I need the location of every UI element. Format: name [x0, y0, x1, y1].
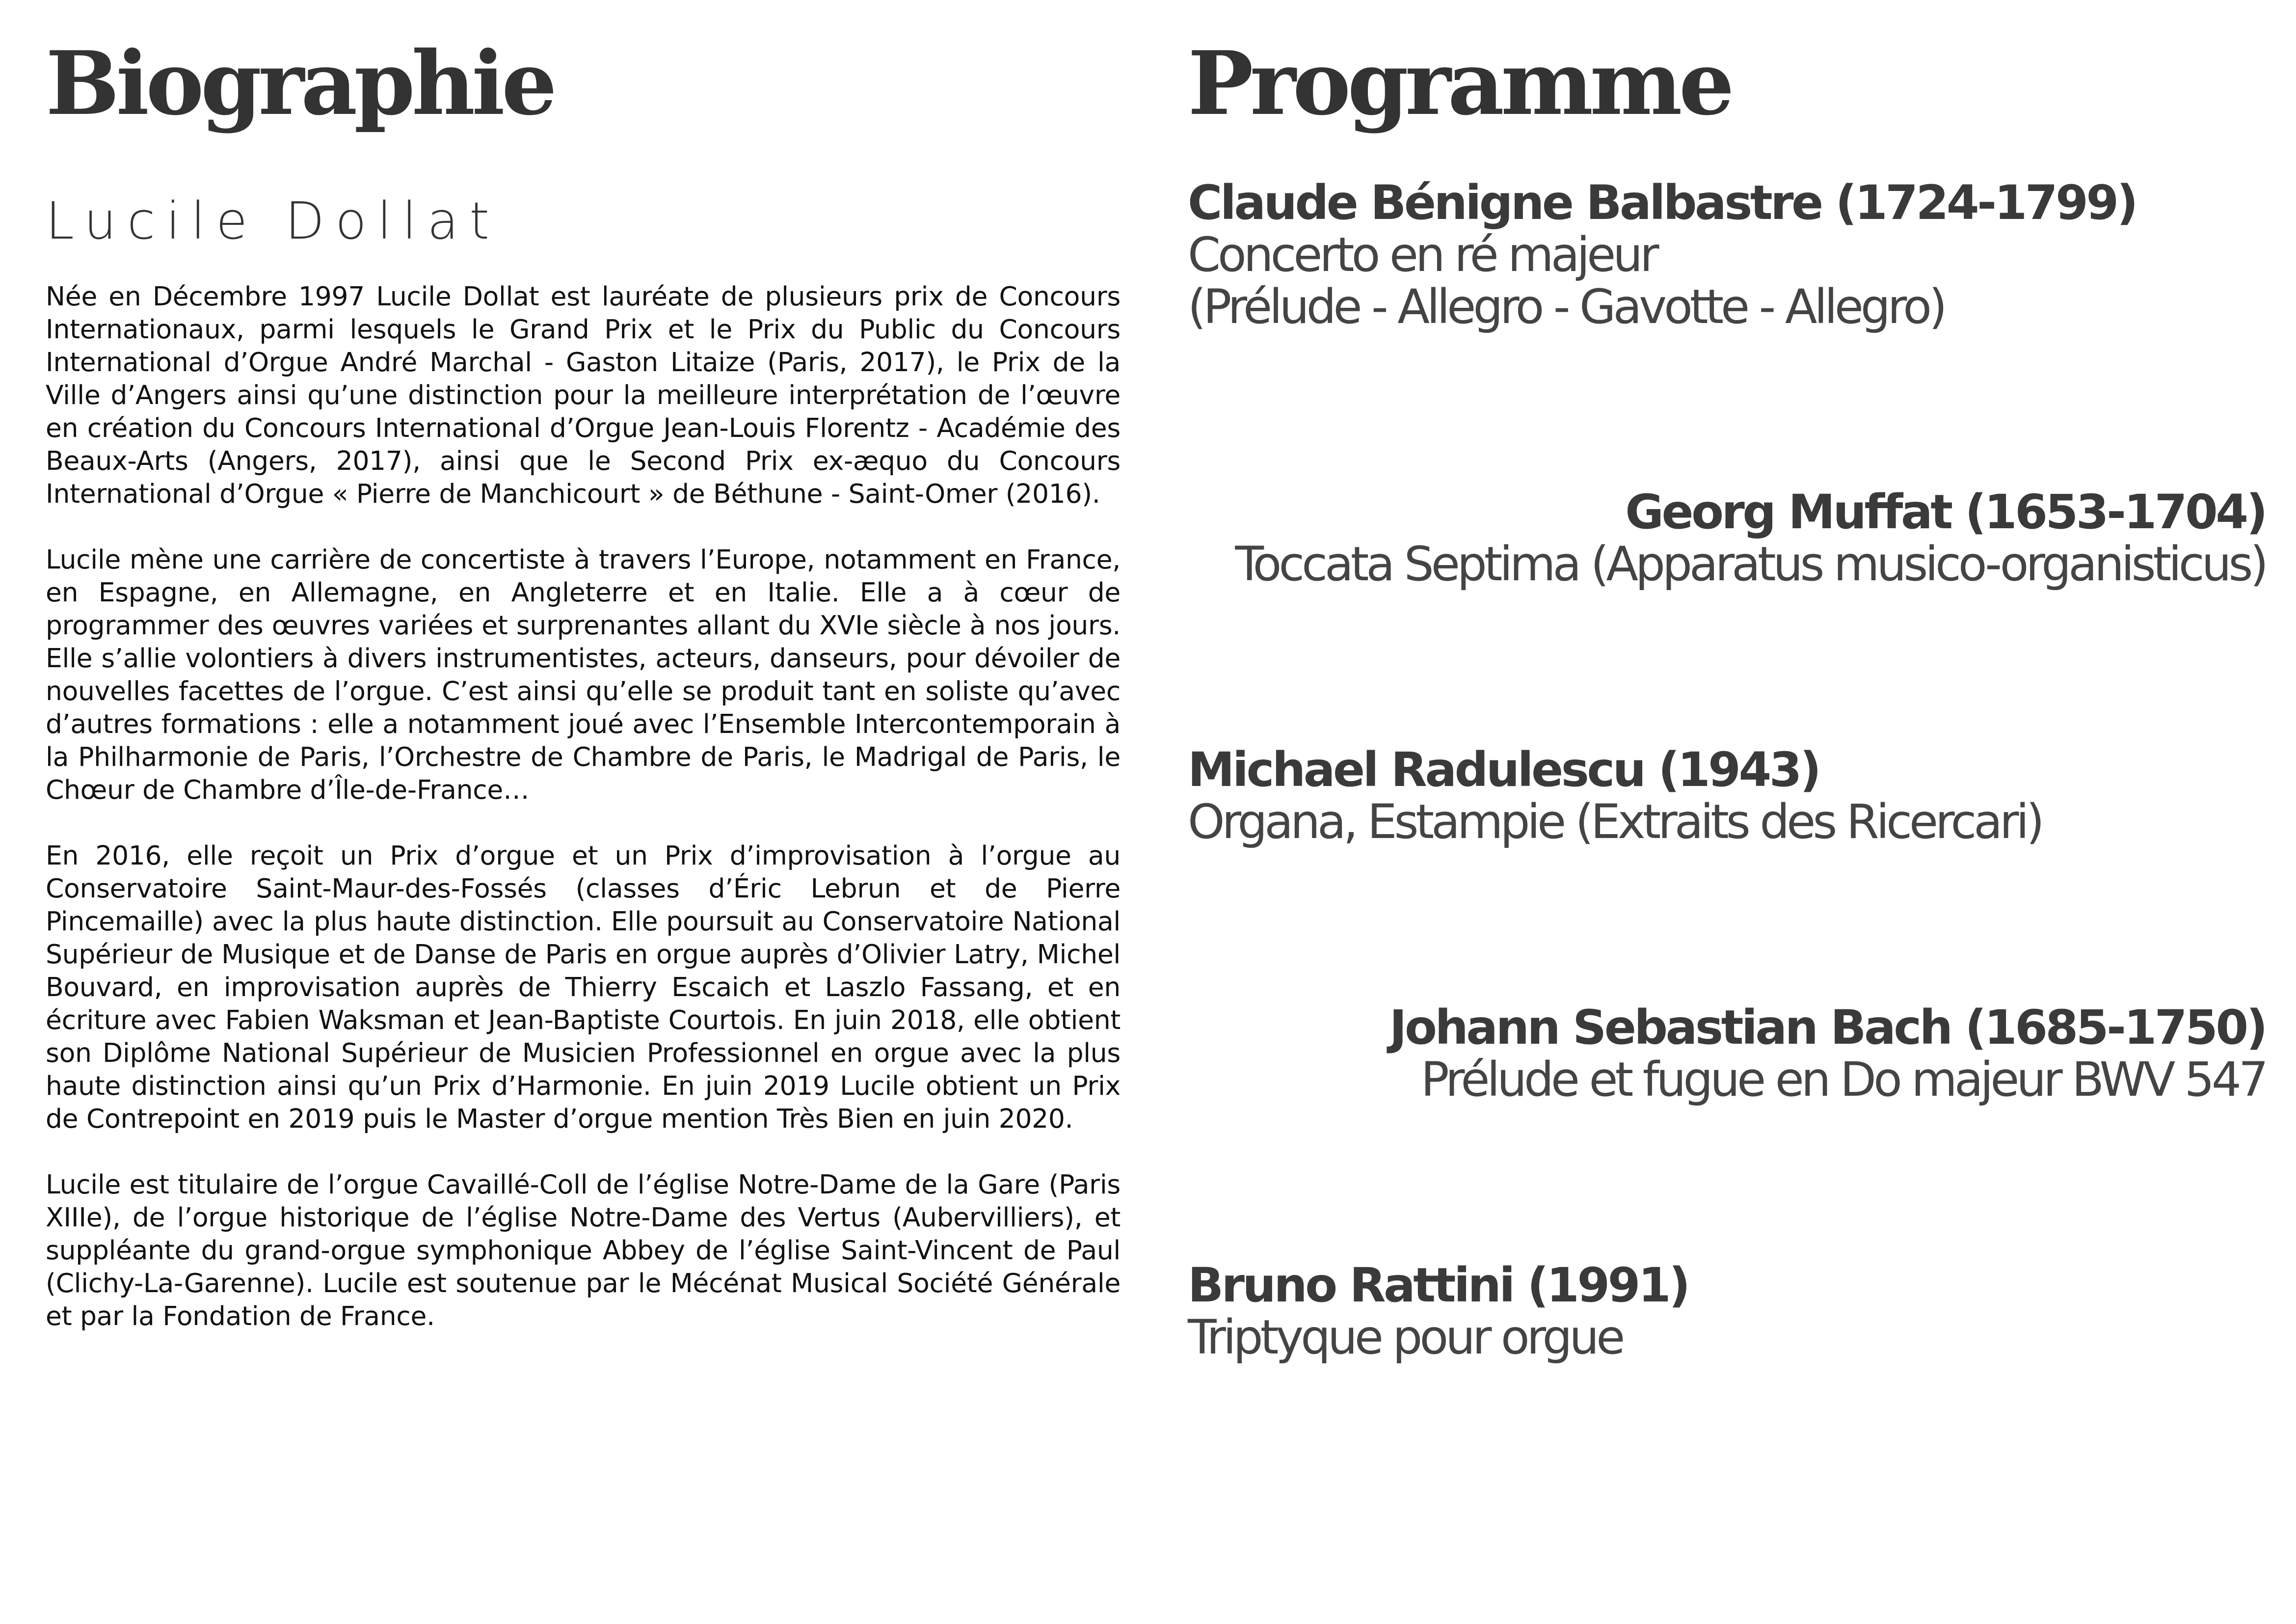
bio-paragraph-1: Née en Décembre 1997 Lucile Dollat est lauréate de plusieurs prix de Concours Internationaux, parmi lesquels le Grand Prix et le Prix du Public du Concours International d’Orgue André Marchal - Gaston Litaize (Paris, 2017), le Prix de la Ville d’Angers ainsi qu’une distinction pour la meilleure interprétation de l’œuvre en création du Concours International d’Orgue Jean-Louis Florentz - Académie des Beaux-Arts (Angers, 2017), ainsi que le Second Prix ex-æquo du Concours International d’Orgue « Pierre de Manchicourt » de Béthune - Saint-Omer (2016). [46, 281, 1121, 509]
work-title: Prélude et fugue en Do majeur BWV 547 [1420, 1052, 2266, 1107]
work-title: Triptyque pour orgue [1188, 1310, 1623, 1365]
bio-paragraph-3: En 2016, elle reçoit un Prix d’orgue et un Prix d’improvisation à l’orgue au Conservatoire Saint-Maur-des-Fossés (classes d’Éric Lebrun et de Pierre Pincemaille) avec la plus haute distinction. Elle poursuit au Conservatoire National Supérieur de Musique et de Danse de Paris en orgue auprès d’Olivier Latry, Michel Bouvard, en improvisation auprès de Thierry Escaich et Laszlo Fassang, et en écriture avec Fabien Waksman et Jean-Baptiste Courtois. En juin 2018, elle obtient son Diplôme National Supérieur de Musicien Professionnel en orgue avec la plus haute distinction ainsi qu’un Prix d’Harmonie. En juin 2019 Lucile obtient un Prix de Contrepoint en 2019 puis le Master d’orgue mention Très Bien en juin 2020. [46, 840, 1121, 1134]
work-title: Concerto en ré majeur (Prélude - Allegro - Gavotte - Allegro) [1188, 227, 1945, 334]
programme-piece-5 [1188, 1259, 2266, 1363]
biography-heading: Biographie [46, 32, 554, 135]
artist-name: Lucile Dollat [46, 191, 501, 251]
bio-paragraph-4: Lucile est titulaire de l’orgue Cavaillé-Coll de l’église Notre-Dame de la Gare (Paris XIIIe), de l’orgue historique de l’église Notre-Dame des Vertus (Aubervilliers), et suppléante du grand-orgue symphonique Abbey de l’église Saint-Vincent de Paul (Clichy-La-Garenne). Lucile est soutenue par le Mécénat Musical Société Générale et par la Fondation de France. [46, 1169, 1121, 1331]
programme-heading: Programme [1188, 32, 1731, 135]
programme-piece-2 [1188, 486, 2266, 590]
composer-name: Michael Radulescu (1943) [1188, 742, 1819, 797]
biography-text [46, 280, 1121, 1332]
composer-name: Bruno Rattini (1991) [1188, 1258, 1688, 1313]
programme-section [1188, 34, 2266, 1581]
composer-name: Claude Bénigne Balbastre (1724-1799) [1188, 175, 2136, 230]
biography-section [46, 34, 1121, 1365]
work-title: Organa, Estampie (Extraits des Ricercari) [1188, 794, 2042, 849]
programme-piece-1 [1188, 177, 2266, 333]
work-title: Toccata Septima (Apparatus musico-organisticus) [1235, 537, 2266, 592]
composer-name: Georg Muffat (1653-1704) [1625, 485, 2266, 540]
bio-paragraph-2: Lucile mène une carrière de concertiste à travers l’Europe, notamment en France, en Espagne, en Allemagne, en Angleterre et en Italie. Elle a à cœur de programmer des œuvres variées et surprenantes allant du XVIe siècle à nos jours. Elle s’allie volontiers à divers instrumentistes, acteurs, danseurs, pour dévoiler de nouvelles facettes de l’orgue. C’est ainsi qu’elle se produit tant en soliste qu’avec d’autres formations : elle a notamment joué avec l’Ensemble Intercontemporain à la Philharmonie de Paris, l’Orchestre de Chambre de Paris, le Madrigal de Paris, le Chœur de Chambre d’Île-de-France… [46, 544, 1121, 805]
programme-piece-3 [1188, 744, 2266, 848]
programme-piece-4 [1188, 1001, 2266, 1106]
composer-name: Johann Sebastian Bach (1685-1750) [1389, 1000, 2266, 1055]
